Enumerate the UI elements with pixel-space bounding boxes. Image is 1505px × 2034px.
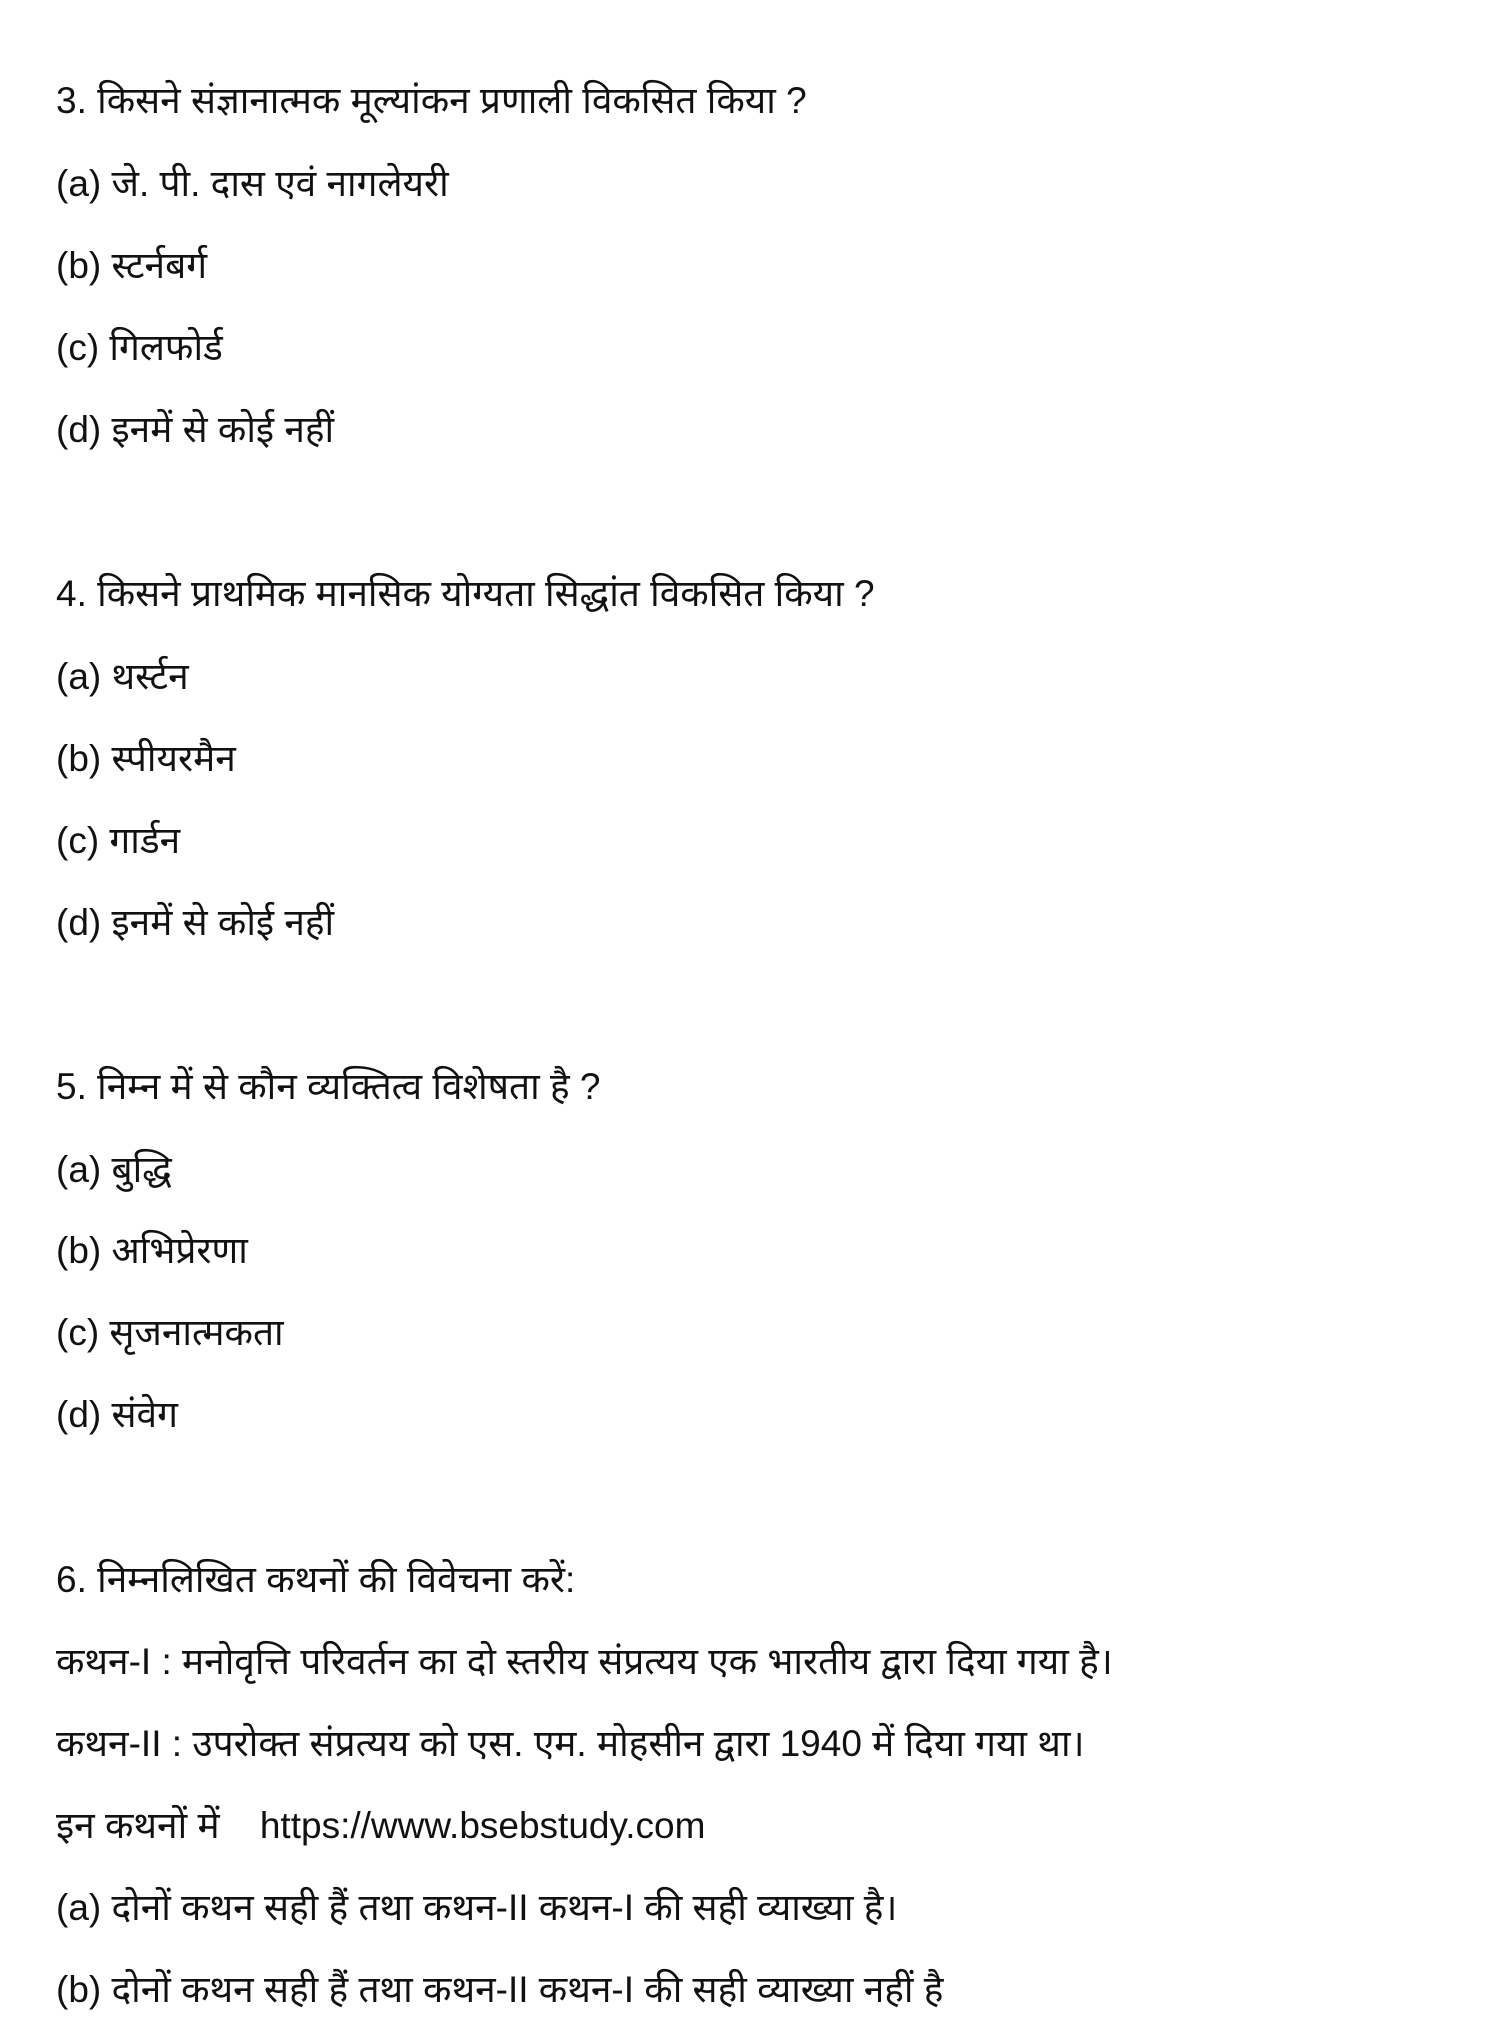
option-a: (a) जे. पी. दास एवं नागलेयरी [56,163,449,204]
option-d: (d) इनमें से कोई नहीं [56,902,335,943]
option-a: (a) दोनों कथन सही हैं तथा कथन-II कथन-I की सही व्याख्या है। [56,1887,898,1928]
watermark-url: https://www.bsebstudy.com [259,1805,706,1846]
option-b: (b) दोनों कथन सही हैं तथा कथन-II कथन-I की सही व्याख्या नहीं है [56,1969,944,2010]
option-b: (b) अभिप्रेरणा [56,1230,248,1271]
option-d: (d) इनमें से कोई नहीं [56,409,335,450]
option-a: (a) थर्स्टन [56,656,189,697]
option-b: (b) स्पीयरमैन [56,738,236,779]
option-c: (c) गिलफोर्ड [56,327,223,368]
option-b: (b) स्टर्नबर्ग [56,245,208,286]
question-text: 3. किसने संज्ञानात्मक मूल्यांकन प्रणाली विकसित किया ? [56,80,807,121]
question-text: 6. निम्नलिखित कथनों की विवेचना करें: [56,1559,576,1600]
option-c: (c) सृजनात्मकता [56,1312,284,1353]
statement-2: कथन-II : उपरोक्त संप्रत्यय को एस. एम. मोहसीन द्वारा 1940 में दिया गया था। [56,1723,1085,1764]
option-c: (c) गार्डन [56,820,181,861]
question-text: 5. निम्न में से कौन व्यक्तित्व विशेषता है ? [56,1066,601,1107]
option-d: (d) संवेग [56,1394,178,1435]
prompt-text: इन कथनों में [56,1805,220,1846]
option-a: (a) बुद्धि [56,1149,172,1190]
question-text: 4. किसने प्राथमिक मानसिक योग्यता सिद्धांत विकसित किया ? [56,573,875,614]
prompt-line [56,1803,705,1849]
statement-1: कथन-I : मनोवृत्ति परिवर्तन का दो स्तरीय संप्रत्यय एक भारतीय द्वारा दिया गया है। [56,1641,1113,1682]
